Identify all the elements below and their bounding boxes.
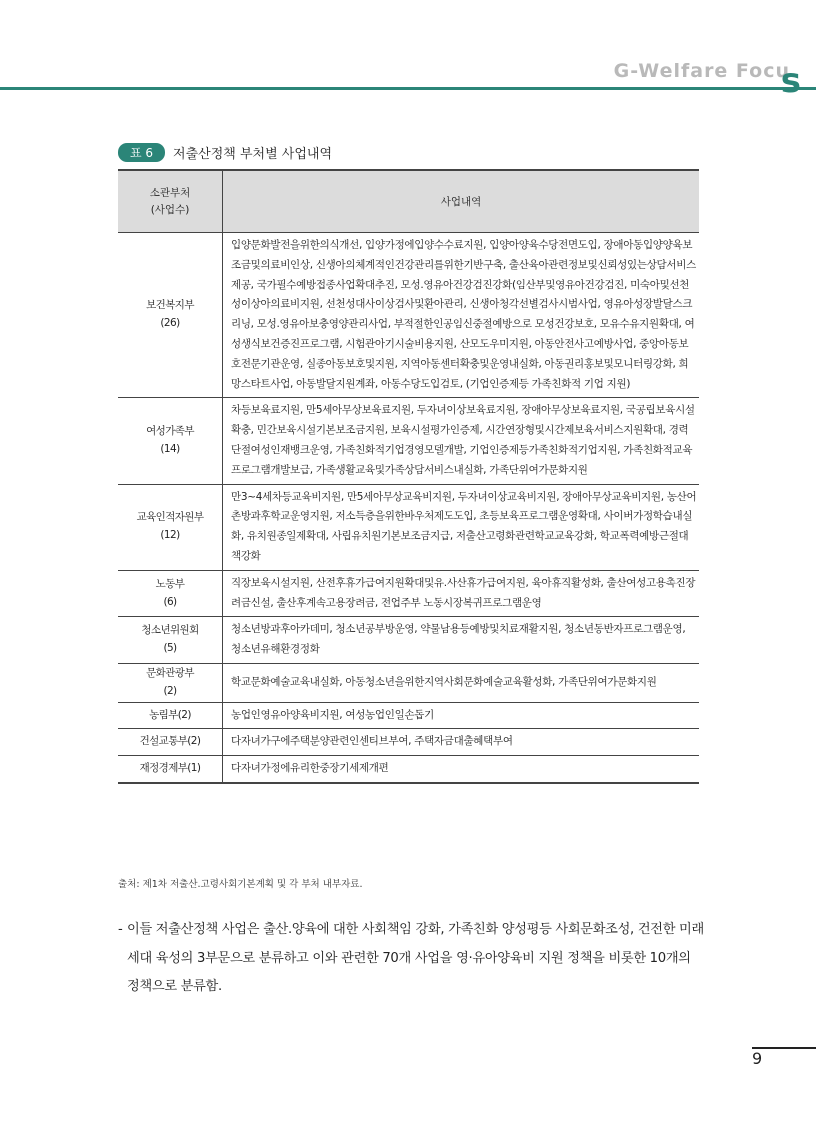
header-dept-line2: (사업수) bbox=[150, 203, 190, 216]
items-cell: 농업인영유아양육비지원, 여성농업인일손돕기 bbox=[223, 702, 700, 729]
policy-table bbox=[118, 169, 699, 784]
dept-name: 건설교통부(2) bbox=[139, 735, 201, 748]
table-row bbox=[118, 570, 699, 617]
table-row bbox=[118, 729, 699, 756]
items-cell: 학교문화예술교육내실화, 아동청소년을위한지역사회문화예술교육활성화, 가족단위여가문화지원 bbox=[223, 663, 700, 702]
dept-cell bbox=[118, 663, 223, 702]
table-number-badge: 표 6 bbox=[118, 143, 165, 162]
items-cell: 차등보육료지원, 만5세아무상보육료지원, 두자녀이상보육료지원, 장애아무상보육료지원, 국공립보육시설확충, 민간보육시설기본보조금지원, 보육시설평가인증제, 시간연장형및시간제보육서비스지원확대, 경력단절여성인재뱅크운영, 가족친화적기업경영모델개발, 기업인증제등가족친화적기업지원, 가족친화적교육프로그램개발보급, 가족생활교육및가족상담서비스내실화, 가족단위여가문화지원 bbox=[223, 398, 700, 484]
dept-name: 문화관광부 bbox=[146, 666, 194, 679]
dept-count: (2) bbox=[163, 684, 177, 697]
dept-cell bbox=[118, 570, 223, 617]
table-row bbox=[118, 617, 699, 664]
dept-cell bbox=[118, 233, 223, 398]
brand-word: Welfare Focu bbox=[638, 60, 790, 82]
items-cell: 입양문화발전을위한의식개선, 입양가정에입양수수료지원, 입양아양육수당전면도입, 장애아동입양양육보조금및의료비인상, 신생아의체계적인건강관리를위한기반구축, 출산육아관련정보및신뢰성있는상담서비스제공, 국가필수예방접종사업확대추진, 모성.영유아건강검진강화(임산부및영유아건강검진, 미숙아및선천성이상아의료비지원, 선천성대사이상검사및환아관리, 신생아청각선별검사시범사업, 영유아성장발달스크리닝, 모성.영유아보충영양관리사업, 부적절한인공임신중절예방으로 모성건강보호, 모유수유지원확대, 여성생식보건증진프로그램, 시험관아기시술비용지원, 산모도우미지원, 아동안전사고예방사업, 중앙아동보호전문기관운영, 실종아동보호및지원, 지역아동센터확충및운영내실화, 아동권리홍보및모니터링강화, 희망스타트사업, 아동발달지원계좌, 아동수당도입검토, (기업인증제등 가족친화적 기업 지원) bbox=[223, 233, 700, 398]
dept-name: 교육인적자원부 bbox=[136, 511, 204, 524]
brand-prefix: G- bbox=[613, 60, 639, 82]
dept-name: 여성가족부 bbox=[146, 425, 194, 438]
dept-cell bbox=[118, 756, 223, 783]
table-row bbox=[118, 233, 699, 398]
dept-name: 농림부(2) bbox=[149, 708, 191, 721]
body-paragraph bbox=[118, 916, 707, 1002]
dept-name: 재정경제부(1) bbox=[139, 762, 201, 775]
dept-count: (14) bbox=[160, 442, 180, 455]
items-cell: 직장보육시설지원, 산전후휴가급여지원확대및유.사산휴가급여지원, 육아휴직활성화, 출산여성고용촉진장려금신설, 출산후계속고용장려금, 전업주부 노동시장복귀프로그램운영 bbox=[223, 570, 700, 617]
header-rule bbox=[0, 87, 816, 90]
items-cell: 청소년방과후아카데미, 청소년공부방운영, 약물남용등예방및치료재활지원, 청소년동반자프로그램운영, 청소년유해환경정화 bbox=[223, 617, 700, 664]
table-row bbox=[118, 702, 699, 729]
dept-cell bbox=[118, 484, 223, 570]
dept-count: (12) bbox=[160, 529, 180, 542]
table-row bbox=[118, 484, 699, 570]
table-source-note: 출처: 제1차 저출산.고령사회기본계획 및 각 부처 내부자료. bbox=[118, 879, 363, 890]
items-cell: 만3~4세차등교육비지원, 만5세아무상교육비지원, 두자녀이상교육비지원, 장애아무상교육비지원, 농산어촌방과후학교운영지원, 저소득층을위한바우처제도도입, 초등보육프로그램운영확대, 사이버가정학습내실화, 유치원종일제확대, 사립유치원기본보조금지급, 저출산고령화관련학교교육강화, 학교폭력예방근절대책강화 bbox=[223, 484, 700, 570]
dept-count: (26) bbox=[160, 317, 180, 330]
body-text: 이들 저출산정책 사업은 출산.양육에 대한 사회책임 강화, 가족친화 양성평등 사회문화조성, 건전한 미래세대 육성의 3부문으로 분류하고 이와 관련한 70개 사업을 영·유아양육비 지원 정책을 비롯한 10개의 정책으로 분류함. bbox=[127, 922, 704, 994]
table-row bbox=[118, 398, 699, 484]
dept-count: (6) bbox=[163, 595, 177, 608]
dept-name: 보건복지부 bbox=[146, 299, 194, 312]
items-cell: 다자녀가정에유리한중장기세제개편 bbox=[223, 756, 700, 783]
page-number: 9 bbox=[752, 1049, 763, 1068]
header-dept-line1: 소관부처 bbox=[149, 186, 191, 199]
brand-end-letter: s bbox=[780, 61, 802, 101]
dept-name: 노동부 bbox=[155, 577, 185, 590]
dept-cell bbox=[118, 729, 223, 756]
header-dept bbox=[118, 170, 223, 233]
table-header-row bbox=[118, 170, 699, 233]
dept-cell bbox=[118, 702, 223, 729]
bullet-dash: - bbox=[118, 922, 123, 937]
table-row bbox=[118, 663, 699, 702]
dept-cell bbox=[118, 617, 223, 664]
table-caption bbox=[118, 143, 332, 162]
brand-logo bbox=[613, 60, 802, 101]
table-row bbox=[118, 756, 699, 783]
header-items: 사업내역 bbox=[223, 170, 700, 233]
dept-count: (5) bbox=[163, 642, 177, 655]
items-cell: 다자녀가구에주택분양관련인센티브부여, 주택자금대출혜택부여 bbox=[223, 729, 700, 756]
dept-name: 청소년위원회 bbox=[141, 624, 199, 637]
table-title: 저출산정책 부처별 사업내역 bbox=[173, 147, 333, 162]
dept-cell bbox=[118, 398, 223, 484]
